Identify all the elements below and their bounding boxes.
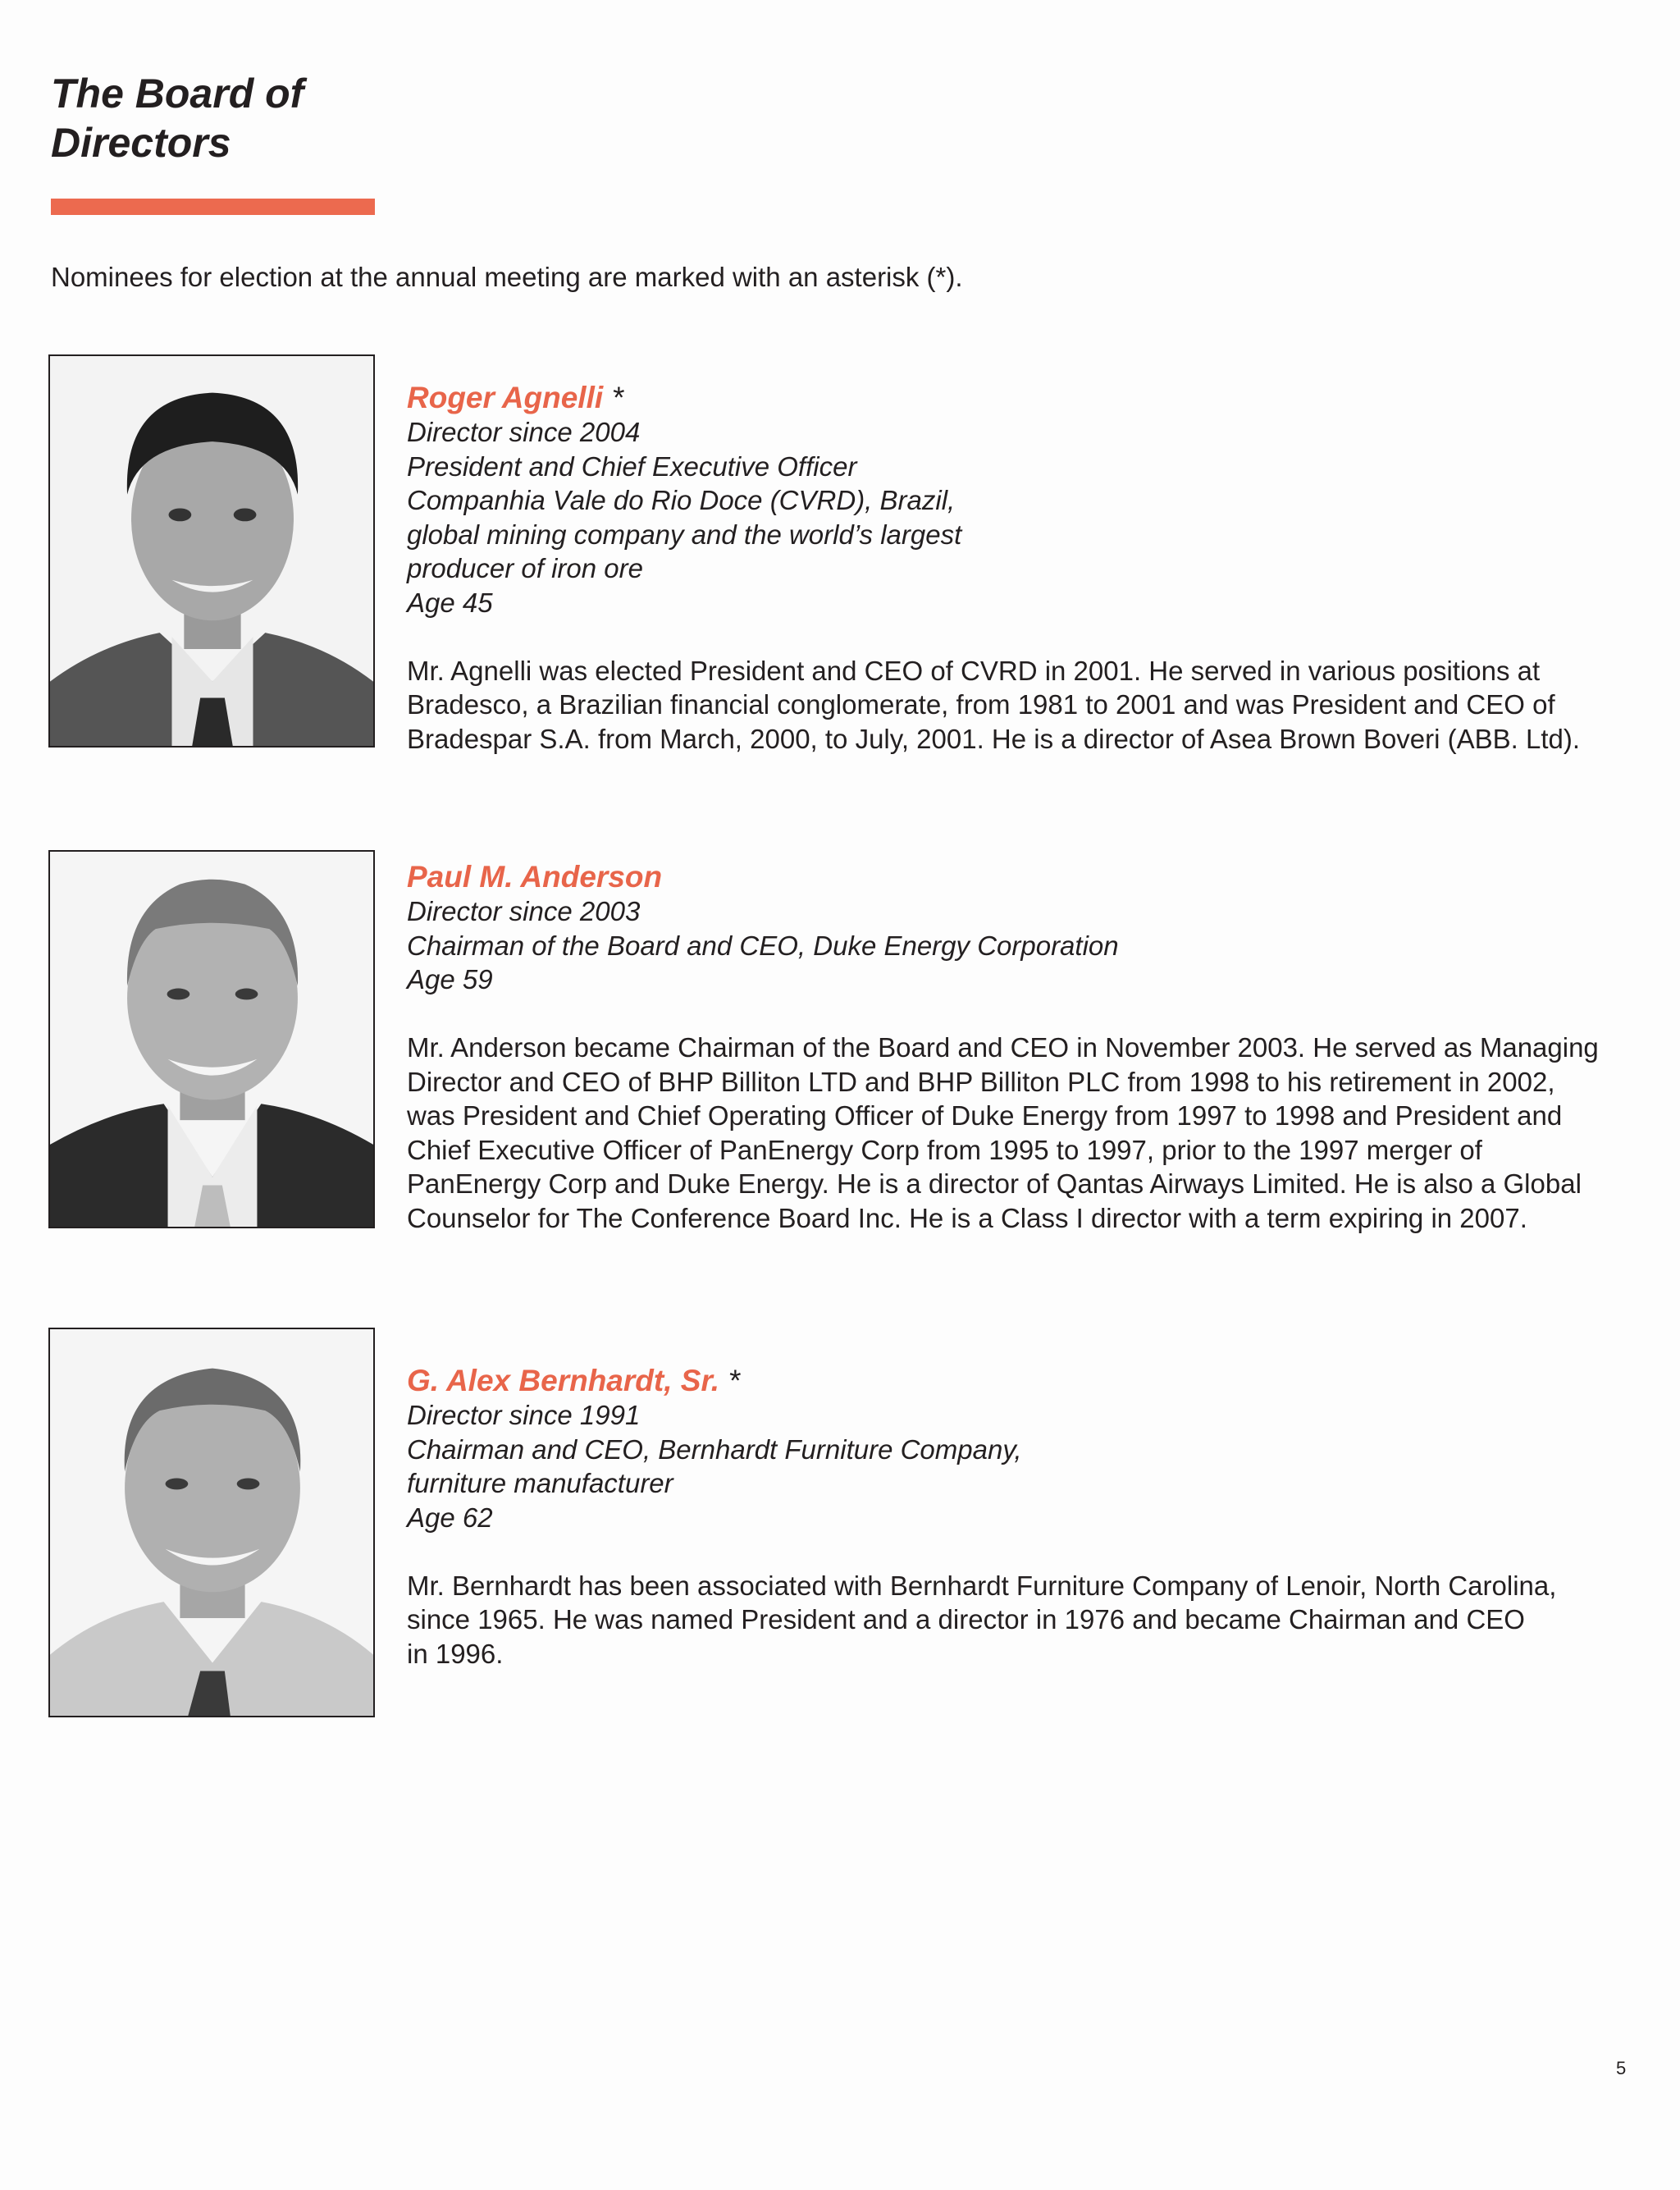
meta-line: furniture manufacturer <box>407 1468 673 1498</box>
bio-line: in 1996. <box>407 1638 504 1669</box>
director-meta <box>407 1398 1646 1534</box>
nominee-asterisk: * <box>613 381 625 414</box>
bio-line: Mr. Bernhardt has been associated with Bernhardt Furniture Company of Lenoir, North Carolina, <box>407 1570 1557 1601</box>
director-bio <box>407 654 1646 757</box>
page-title-line-2: Directors <box>51 120 231 166</box>
meta-line: Chairman of the Board and CEO, Duke Energy Corporation <box>407 930 1119 961</box>
meta-line: Companhia Vale do Rio Doce (CVRD), Brazil, <box>407 485 956 515</box>
meta-line: President and Chief Executive Officer <box>407 450 857 482</box>
meta-line: Director since 2004 <box>407 417 641 447</box>
bio-line: Mr. Agnelli was elected President and CEO of CVRD in 2001. He served in various positions at <box>407 655 1541 686</box>
director-name: G. Alex Bernhardt, Sr. * <box>407 1364 742 1397</box>
bio-line: Counselor for The Conference Board Inc. He is a Class I director with a term expiring in 2007. <box>407 1202 1527 1233</box>
bio-line: Director and CEO of BHP Billiton LTD and BHP Billiton PLC from 1998 to his retirement in 2002, <box>407 1066 1555 1097</box>
meta-line: producer of iron ore <box>407 553 643 583</box>
bio-line: Mr. Anderson became Chairman of the Board and CEO in November 2003. He served as Managing <box>407 1032 1599 1063</box>
bio-line: since 1965. He was named President and a director in 1976 and became Chairman and CEO <box>407 1604 1525 1634</box>
director-info <box>407 860 1646 1235</box>
portrait-photo <box>48 1328 375 1717</box>
meta-line: Director since 1991 <box>407 1400 641 1430</box>
meta-line: Age 59 <box>407 964 493 994</box>
portrait-image <box>50 852 373 1227</box>
director-meta <box>407 415 1646 620</box>
bio-line: was President and Chief Operating Officer of Duke Energy from 1997 to 1998 and President and <box>407 1100 1563 1131</box>
director-name: Roger Agnelli * <box>407 381 625 414</box>
meta-line: global mining company and the world’s largest <box>407 519 962 550</box>
director-meta <box>407 894 1646 997</box>
page-title <box>51 69 304 167</box>
bio-line: Bradesco, a Brazilian financial conglomerate, from 1981 to 2001 and was President and CEO of <box>407 689 1555 720</box>
meta-line: Age 62 <box>407 1502 493 1533</box>
accent-rule <box>51 199 375 215</box>
meta-line: Chairman and CEO, Bernhardt Furniture Company, <box>407 1433 1022 1465</box>
director-name: Paul M. Anderson <box>407 860 663 894</box>
intro-text: Nominees for election at the annual meeting are marked with an asterisk (*). <box>51 262 963 292</box>
bio-line: Bradespar S.A. from March, 2000, to July, 2001. He is a director of Asea Brown Boveri (ABB. Ltd). <box>407 723 1581 754</box>
page-number: 5 <box>1616 2058 1627 2078</box>
bio-line: Chief Executive Officer of PanEnergy Corp from 1995 to 1997, prior to the 1997 merger of <box>407 1134 1482 1165</box>
meta-line: Age 45 <box>407 587 493 618</box>
portrait-image <box>50 356 373 746</box>
nominee-asterisk: * <box>729 1364 742 1397</box>
page-title-line-1: The Board of <box>51 71 304 117</box>
director-info <box>407 381 1646 756</box>
director-info <box>407 1364 1646 1671</box>
director-bio <box>407 1031 1646 1235</box>
meta-line: Director since 2003 <box>407 896 641 926</box>
director-bio <box>407 1569 1646 1671</box>
portrait-photo <box>48 850 375 1228</box>
portrait-photo <box>48 354 375 748</box>
portrait-image <box>50 1329 373 1716</box>
bio-line: PanEnergy Corp and Duke Energy. He is a director of Qantas Airways Limited. He is also a Global <box>407 1168 1582 1199</box>
